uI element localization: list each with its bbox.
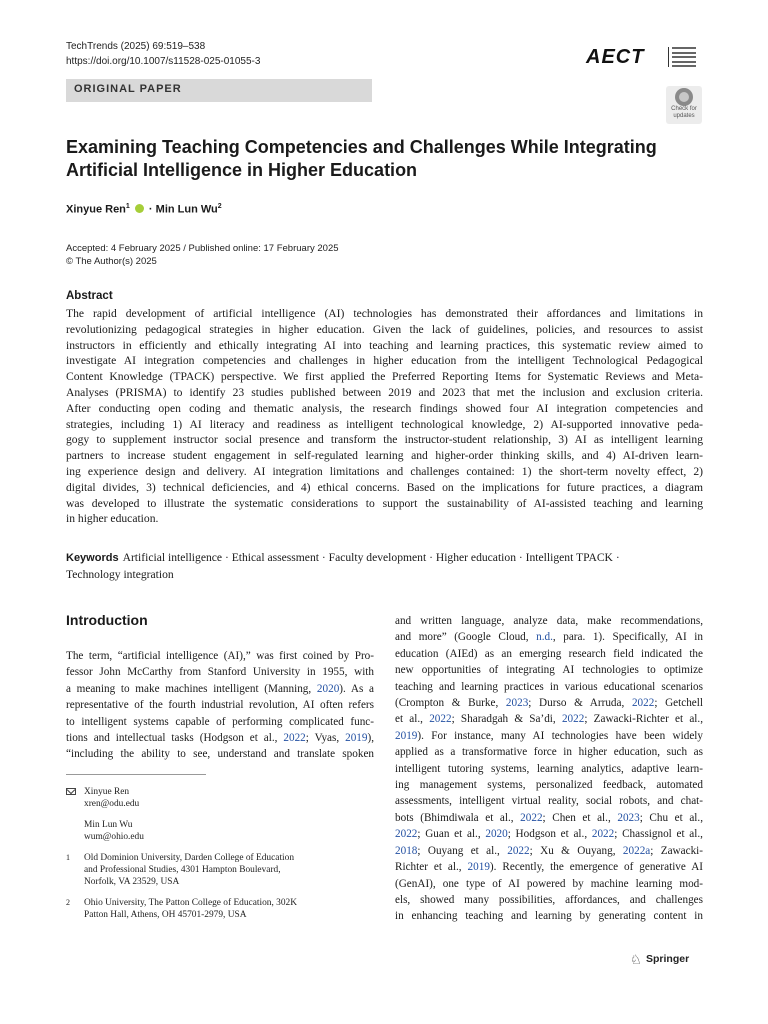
keywords-label: Keywords [66,552,119,564]
body-text: ; Durso & Arruda, [528,697,632,710]
footnotes [66,786,366,922]
citation-link[interactable]: n.d. [536,631,553,644]
body-line [395,892,703,908]
publisher-name: Springer [646,953,690,965]
body-line [66,746,374,762]
body-line [395,843,703,859]
body-text: els, showed many possibilities, affordances, and challenges [395,893,703,906]
abstract-line: After conducting open coding and thematic analysis, the research findings showed four AI integration competencies and [66,401,703,415]
body-text: ; Xu & Ouyang, [529,844,623,857]
citation-link[interactable]: 2022 [561,713,585,726]
affiliation-line: Ohio University, The Patton College of Education, 302K [84,897,297,908]
body-line [66,730,374,746]
body-text: ; Vyas, [305,732,346,745]
abstract-line: digital divides, 3) technical deficiencies, and 4) ethical concerns. Based on the implications for future practices, a diagram [66,480,703,494]
author-list [66,203,222,216]
body-text: ; Guan et al., [417,828,486,841]
body-line [395,876,703,892]
paper-title [66,136,666,182]
abstract-body [66,306,703,527]
body-line [395,761,703,777]
title-line: Artificial Intelligence in Higher Education [66,160,418,180]
check-for-updates-badge[interactable] [666,86,702,124]
check-updates-label: Check for updates [671,106,697,119]
contact-email[interactable]: xren@odu.edu [84,799,140,810]
body-text: bots (Bhimdiwala et al., [395,811,521,824]
body-text: ). For instance, many AI technologies have been widely [417,729,703,742]
body-text: ; Chu et al., [639,811,703,824]
body-text: ), [367,732,374,745]
body-text: assessments, intelligent virtual reality, social robots, and chat- [395,795,703,808]
body-text: to intelligent systems capable of performing complicated func- [66,715,374,728]
copyright: © The Author(s) 2025 [66,256,157,267]
citation-link[interactable]: 2020 [316,682,340,695]
body-text: a meaning to make machines intelligent (Manning, [66,682,317,695]
body-text: representative of the fourth industrial revolution, AI often refers [66,699,374,712]
abstract-heading: Abstract [66,290,113,302]
abstract-line: revolutionizing pedagogical strategies in higher education. Given the lack of guidelines, policies, and resources to assist [66,322,703,336]
keywords-list-cont: Technology integration [66,567,174,581]
mail-icon [66,788,76,795]
body-text: education (AIEd) as an emerging research field indicated the [395,647,703,660]
footnote-divider [66,774,206,775]
affiliation-line: Patton Hall, Athens, OH 45701-2979, USA [84,910,247,921]
body-text: Richter et al., [395,861,468,874]
aect-logo-text: AECT [586,46,645,68]
aect-logo [586,45,702,71]
abstract-line: gogy to supplement instructor social presence and transform the instructor-student relationship, 3) AI as intelligent learning [66,433,703,447]
body-text: The term, “artificial intelligence (AI),” was first coined by Pro- [66,650,374,662]
affiliation-line: and Professional Studies, 4301 Hampton Boulevard, [84,865,281,876]
logo-divider [668,47,669,67]
journal-citation: TechTrends (2025) 69:519–538 [66,41,206,52]
body-line [395,695,703,711]
abstract-line: investigate AI integration competencies and challenges in higher education from the intelligent Technological Pedagogical [66,354,703,368]
body-text: in enhancing teaching and learning by generating content in [395,910,703,923]
body-line [395,810,703,826]
citation-link[interactable]: 2019 [467,861,490,874]
abstract-line: The rapid development of artificial intelligence (AI) technologies has demonstrated their affordances and limitations in [66,307,703,320]
body-text: ; Zawacki-Richter et al., [584,713,704,726]
affiliation-mark: 1 [125,203,130,210]
corresponding-contacts [66,786,366,844]
citation-link[interactable]: 2019 [345,732,368,745]
affiliation-number: 1 [66,852,70,862]
publication-dates [66,242,339,268]
body-line [66,714,374,730]
body-text: teaching and learning practices in various educational scenarios [395,680,703,693]
body-text: ; Ouyang et al., [417,844,508,857]
body-text: (GenAI), one type of AI powered by machine learning mod- [395,877,703,890]
body-text: , para. 1). Specifically, AI in [552,631,703,644]
citation-link[interactable]: 2022 [631,697,655,710]
body-line [395,826,703,842]
body-text: new opportunities of integrating AI technologies to optimize [395,664,703,677]
abstract-line: instructors in efficiently and ethically integrating AI into teaching and learning practices, this systematic review aimed to [66,338,703,352]
abstract-line: Analyses (PRISMA) to identify 23 studies published between 2019 and 2023 that met the inclusion and exclusion criteria. [66,385,703,399]
body-text: ; Getchell [654,697,703,710]
contact-name: Xinyue Ren [84,787,130,797]
affiliation-2 [66,897,366,922]
body-line [66,681,374,697]
body-line [395,859,703,875]
body-text: fessor John McCarthy from Stanford University in 1955, with [66,666,374,679]
body-text: ; Chen et al., [542,811,618,824]
affiliation-line: Old Dominion University, Darden College of Education [84,852,295,863]
contact-email[interactable]: wum@ohio.edu [84,832,144,843]
author-separator: · [145,203,156,216]
body-line [66,697,374,713]
body-line [395,711,703,727]
doi-link[interactable]: https://doi.org/10.1007/s11528-025-01055-3 [66,55,261,67]
affiliation-number: 2 [66,897,70,907]
body-line [395,908,703,924]
body-line [395,662,703,678]
body-line [395,629,703,645]
citation-link[interactable]: 2022 [283,732,306,745]
citation-link[interactable]: 2022 [429,713,452,726]
body-column-right [395,613,703,925]
body-text: “including the ability to see, understand and translate spoken [66,748,374,761]
abstract-line: ing experience design and delivery. AI integration limitations and challenges contained: 1) the short-term novelty effect, 2) [66,464,703,478]
paper-type-bar [66,79,372,102]
citation-link[interactable]: 2018 [395,844,418,857]
body-line [395,613,703,629]
keywords [66,550,703,583]
body-line [66,648,374,664]
citation-link[interactable]: 2020 [485,828,508,841]
body-text: ; Hodgson et al., [507,828,592,841]
citation-link[interactable]: 2022 [507,844,530,857]
keywords-list: Artificial intelligence · Ethical assessment · Faculty development · Higher education · Intelligent TPACK · [122,551,620,564]
title-line: Examining Teaching Competencies and Challenges While Integrating [66,137,657,157]
body-line [395,679,703,695]
body-line [66,664,374,680]
body-text: intelligent tutoring systems, learning analytics, adaptive learn- [395,762,703,775]
body-text: ; Zawacki- [650,844,703,857]
author-name[interactable]: Min Lun Wu [155,203,218,216]
body-text: tions and intellectual tasks (Hodgson et al., [66,732,284,745]
body-text: and more” (Google Cloud, [395,631,537,644]
citation-link[interactable]: 2022a [622,844,651,857]
section-heading-introduction: Introduction [66,612,148,628]
logo-tagline-lines [672,47,696,70]
abstract-line: was developed to illustrate the systematic considerations to support the sustainability of AI-assisted teaching and learning [66,496,703,510]
abstract-line: strategies, including 1) AI literacy and readiness as intelligent technological knowledge, 2) AI-supported innovative peda- [66,417,703,431]
check-updates-icon [675,88,693,106]
springer-horse-icon: ♘ [630,952,642,967]
body-text: ; Chassignol et al., [614,828,703,841]
body-text: applied as a transformative force in higher education, such as [395,746,703,759]
body-text: ing management systems, personalized feedback, automated [395,779,703,792]
accepted-published: Accepted: 4 February 2025 / Published online: 17 February 2025 [66,243,339,254]
author-name[interactable]: Xinyue Ren [66,203,126,216]
body-text: (Crompton & Burke, [395,697,506,710]
body-line [395,793,703,809]
citation-link[interactable]: 2019 [395,729,418,742]
body-text: and written language, analyze data, make recommendations, [395,615,703,627]
abstract-line: Content Knowledge (TPACK) perspective. We first applied the Preferred Reporting Items for Systematic Reviews and Meta- [66,370,703,384]
body-text: ). As a [339,682,374,695]
body-line [395,728,703,744]
citation-link[interactable]: 2022 [591,828,615,841]
body-text: ). Recently, the emergence of generative AI [489,861,704,874]
citation-link[interactable]: 2023 [505,697,529,710]
paper-type: ORIGINAL PAPER [74,83,182,95]
citation-link[interactable]: 2022 [395,828,418,841]
journal-meta [66,40,260,69]
body-line [395,777,703,793]
publisher-logo [630,952,690,967]
affiliation-1 [66,852,366,889]
affiliation-mark: 2 [217,203,222,210]
citation-link[interactable]: 2023 [617,811,640,824]
orcid-icon[interactable] [135,204,144,213]
body-line [395,646,703,662]
affiliation-line: Norfolk, VA 23529, USA [84,877,180,888]
body-line [395,744,703,760]
citation-link[interactable]: 2022 [520,811,543,824]
abstract-line: in higher education. [66,512,159,526]
body-text: et al., [395,713,430,726]
body-column-left [66,648,374,763]
abstract-line: partners to increase student engagement in self-regulated learning and higher-order thinking skills, and 4) AI-driven learn- [66,449,703,463]
contact-name: Min Lun Wu [84,819,133,830]
body-text: ; Sharadgah & Sa’di, [451,713,562,726]
